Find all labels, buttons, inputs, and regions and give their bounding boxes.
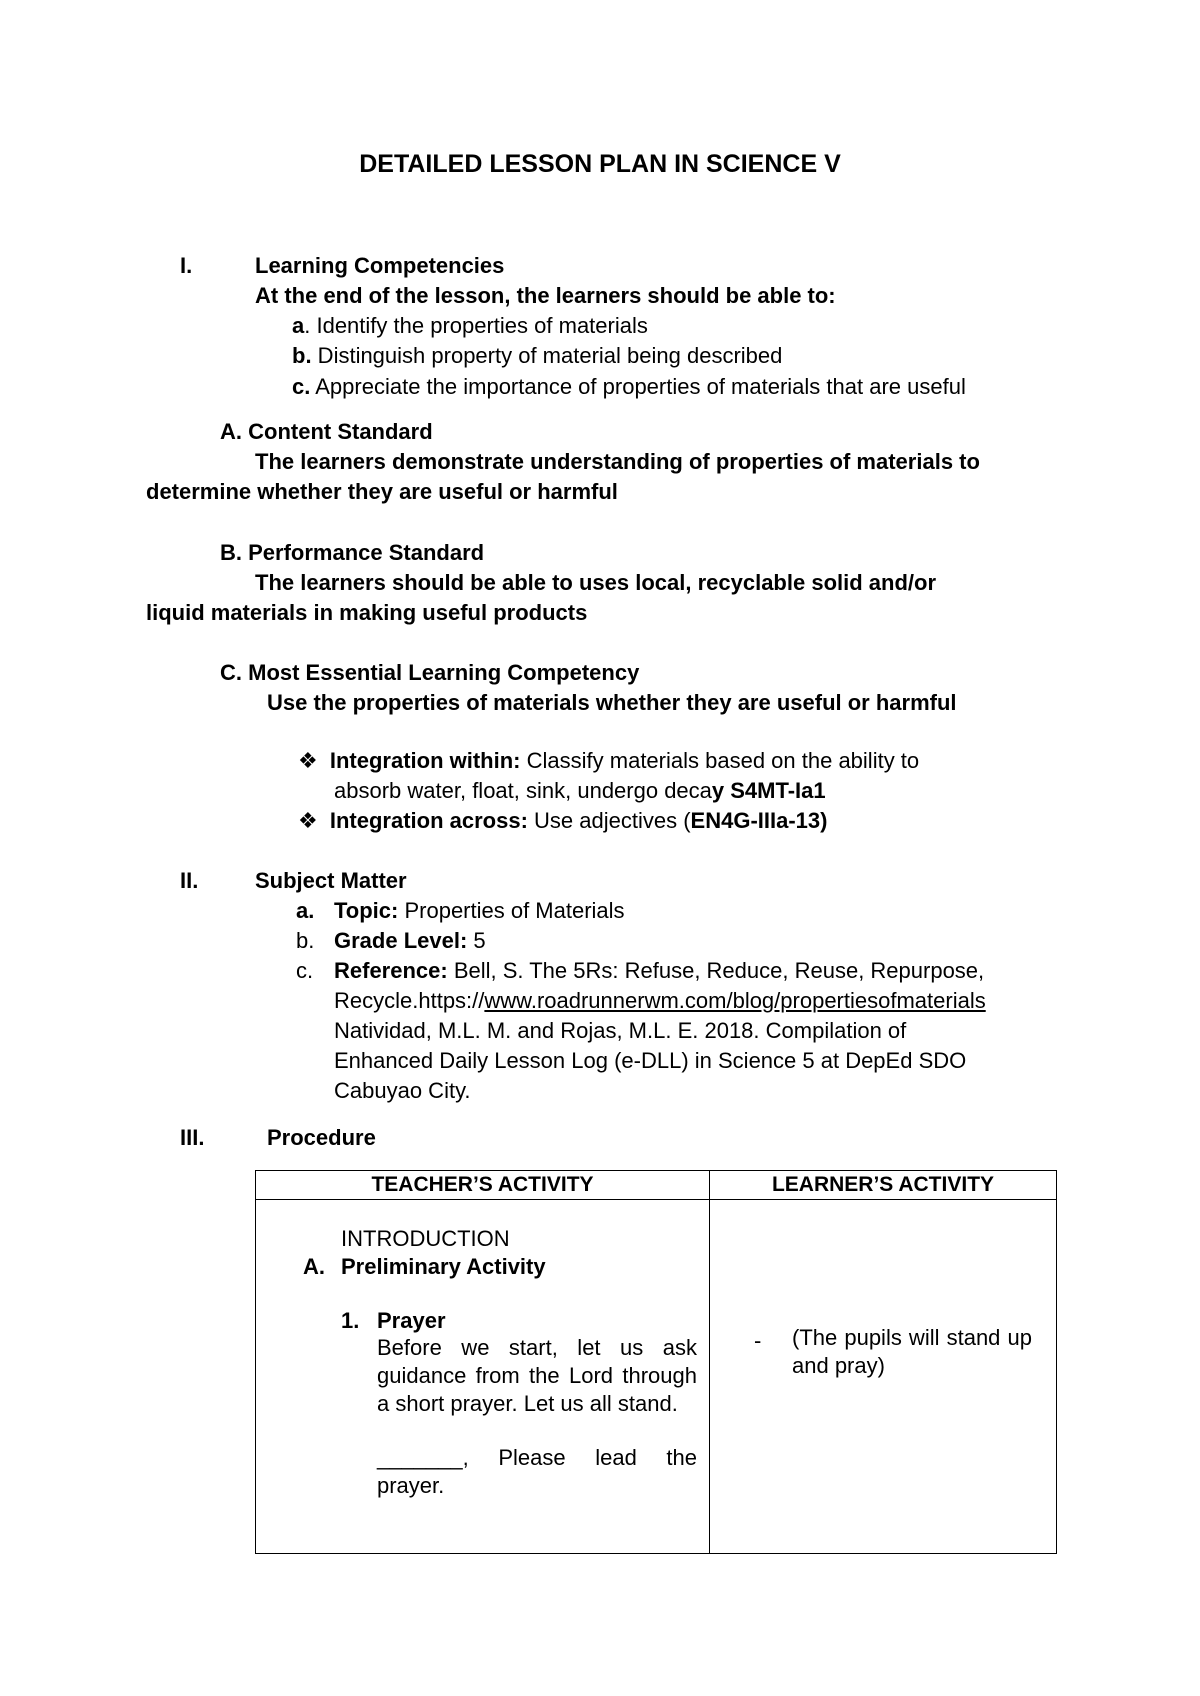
- reference-line-2: [334, 988, 986, 1014]
- performance-standard-line-2: liquid materials in making useful products: [146, 600, 588, 625]
- table-header-row: [256, 1171, 1057, 1200]
- objective-c: [292, 374, 966, 400]
- learner-dash: -: [754, 1328, 762, 1353]
- step-title: Prayer: [377, 1308, 446, 1333]
- objective-text: Distinguish property of material being described: [311, 343, 783, 368]
- diamond-bullet-icon: ❖: [298, 808, 318, 833]
- content-standard-line-2: determine whether they are useful or harmful: [146, 479, 618, 504]
- objective-text: Appreciate the importance of properties of materials that are useful: [310, 374, 966, 399]
- topic-letter: a.: [296, 898, 315, 923]
- section-3-numeral: III.: [180, 1125, 205, 1150]
- performance-standard-heading: B. Performance Standard: [220, 540, 485, 565]
- procedure-table: [255, 1170, 1057, 1554]
- prelim-letter: A.: [303, 1254, 325, 1279]
- section-1-numeral: I.: [180, 253, 193, 278]
- integration-across-text: Use adjectives (: [527, 808, 691, 833]
- diamond-bullet-icon: ❖: [298, 748, 318, 773]
- learner-activity-cell: [710, 1200, 1057, 1554]
- objectives-intro: At the end of the lesson, the learners should be able to:: [255, 283, 836, 308]
- reference-letter: c.: [296, 958, 314, 983]
- step-number: 1.: [341, 1308, 360, 1333]
- grade-letter: b.: [296, 928, 315, 953]
- table-row: [256, 1200, 1057, 1554]
- page-title: DETAILED LESSON PLAN IN SCIENCE V: [359, 150, 841, 178]
- integration-within-item: [298, 748, 919, 774]
- topic-value: Properties of Materials: [398, 898, 625, 923]
- melc-heading: C. Most Essential Learning Competency: [220, 660, 640, 685]
- topic-label: Topic:: [334, 898, 399, 923]
- melc-text: Use the properties of materials whether they are useful or harmful: [267, 690, 957, 715]
- reference-line-4: Enhanced Daily Lesson Log (e-DLL) in Science 5 at DepEd SDO: [334, 1048, 967, 1073]
- teacher-activity-header: TEACHER’S ACTIVITY: [256, 1171, 710, 1200]
- performance-standard-line-1: The learners should be able to uses local, recyclable solid and/or: [255, 570, 937, 595]
- grade-value: 5: [467, 928, 486, 953]
- reference-line-3: Natividad, M.L. M. and Rojas, M.L. E. 2018. Compilation of: [334, 1018, 907, 1043]
- integration-within-code: y S4MT-Ia1: [711, 778, 826, 803]
- teacher-activity-cell: [256, 1200, 710, 1554]
- integration-within-label: Integration within:: [329, 748, 521, 773]
- content-standard-heading: A. Content Standard: [220, 419, 433, 444]
- topic-row: [334, 898, 625, 924]
- objective-letter: c.: [292, 374, 311, 399]
- objective-letter: a: [292, 313, 305, 338]
- content-standard-line-1: The learners demonstrate understanding of properties of materials to: [255, 449, 980, 474]
- objective-a: [292, 313, 648, 339]
- introduction-label: INTRODUCTION: [341, 1226, 510, 1251]
- integration-within-line-2: [334, 778, 826, 804]
- step-instruction: Before we start, let us ask guidance from the Lord through a short prayer. Let us all stand.: [377, 1335, 697, 1416]
- integration-within-continuation: absorb water, float, sink, undergo deca: [334, 778, 712, 803]
- reference-url-prefix: Recycle.https://: [334, 988, 485, 1013]
- grade-label: Grade Level:: [334, 928, 468, 953]
- section-1-heading: Learning Competencies: [255, 253, 505, 278]
- grade-row: [334, 928, 486, 954]
- integration-across-item: [298, 808, 827, 834]
- reference-line-1: Bell, S. The 5Rs: Refuse, Reduce, Reuse, Repurpose,: [447, 958, 985, 983]
- prelim-title: Preliminary Activity: [341, 1254, 546, 1279]
- section-3-heading: Procedure: [267, 1125, 376, 1150]
- learner-response: (The pupils will stand up and pray): [792, 1325, 1032, 1378]
- integration-within-text: Classify materials based on the ability to: [520, 748, 920, 773]
- lead-prayer-text: [377, 1444, 697, 1500]
- objective-letter: b.: [292, 343, 312, 368]
- reference-link[interactable]: www.roadrunnerwm.com/blog/propertiesofmaterials: [484, 988, 986, 1013]
- objective-text: . Identify the properties of materials: [304, 313, 648, 338]
- integration-across-code: EN4G-IIIa-13): [690, 808, 828, 833]
- section-2-numeral: II.: [180, 868, 199, 893]
- integration-across-label: Integration across:: [329, 808, 528, 833]
- reference-label: Reference:: [334, 958, 448, 983]
- lead-prayer-span: _______, Please lead the prayer.: [377, 1445, 697, 1498]
- objective-b: [292, 343, 782, 369]
- reference-line-5: Cabuyao City.: [334, 1078, 471, 1103]
- section-2-heading: Subject Matter: [255, 868, 407, 893]
- learner-activity-header: LEARNER’S ACTIVITY: [710, 1171, 1057, 1200]
- reference-row: [334, 958, 984, 984]
